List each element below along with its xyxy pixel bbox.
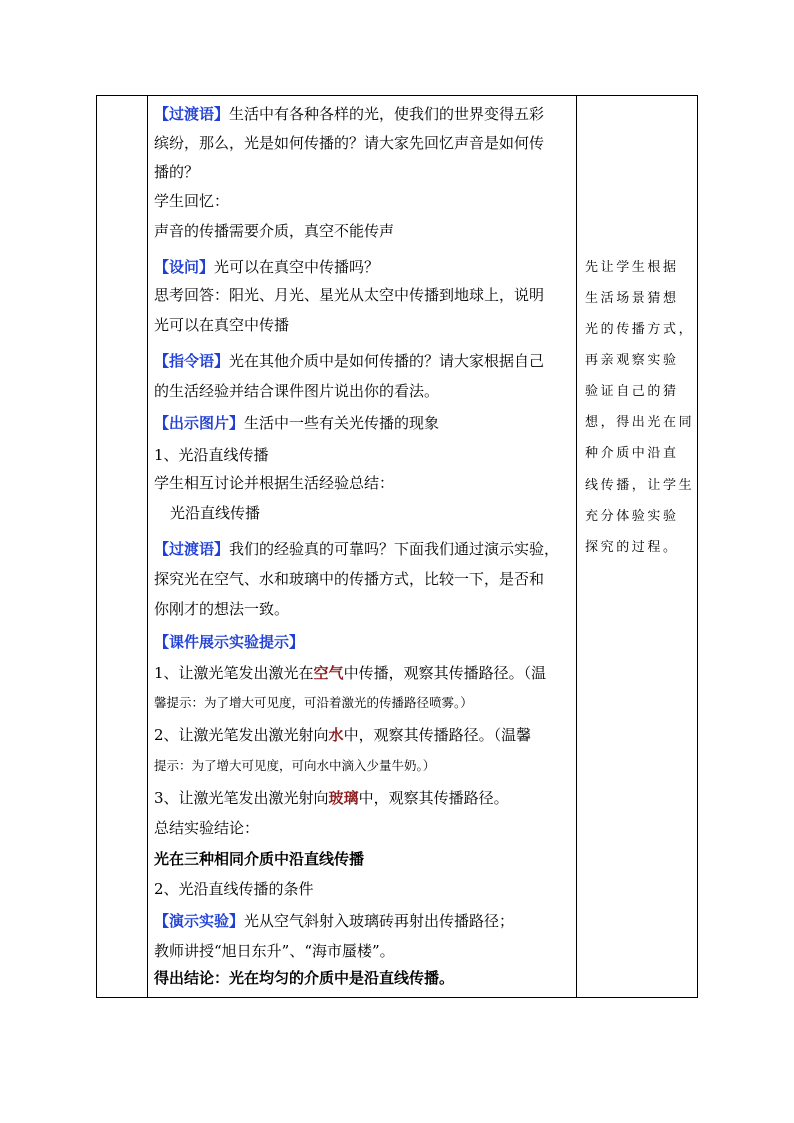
text-line: 【演示实验】光从空气斜射入玻璃砖再射出传播路径；: [154, 912, 515, 930]
text-line: 馨提示：为了增大可见度，可沿着激光的传播路径喷雾。）: [154, 695, 473, 710]
text-line: 播的？: [154, 163, 200, 181]
text-line: 光可以在真空中传播: [154, 316, 290, 334]
text-line: 【过渡语】我们的经验真的可靠吗？下面我们通过演示实验，: [154, 540, 560, 558]
text-line: 1、让激光笔发出激光在空气中传播，观察其传播路径。（温: [154, 664, 547, 682]
note-line: 种介质中沿直: [585, 446, 679, 461]
text-line: 1、光沿直线传播: [154, 446, 269, 464]
text-line: 缤纷，那么，光是如何传播的？请大家先回忆声音是如何传: [154, 134, 545, 152]
text-line: 提示：为了增大可见度，可向水中滴入少量牛奶。）: [154, 758, 436, 773]
text-line: 总结实验结论：: [154, 819, 260, 837]
text-line: 的生活经验并结合课件图片说出你的看法。: [154, 382, 440, 400]
text-line: 2、让激光笔发出激光射向水中，观察其传播路径。（温馨: [154, 726, 532, 744]
note-line: 充分体验实验: [585, 509, 679, 524]
text-line: 学生相互讨论并根据生活经验总结：: [154, 474, 395, 492]
note-line: 想，得出光在同: [585, 415, 695, 430]
notes-cell: [577, 96, 699, 997]
text-line: 【过渡语】生活中有各种各样的光，使我们的世界变得五彩: [154, 105, 545, 123]
note-line: 探究的过程。: [585, 540, 679, 555]
note-line: 再亲观察实验: [585, 353, 679, 368]
text-line: 得出结论：光在均匀的介质中是沿直线传播。: [154, 969, 455, 987]
text-line: 【设问】光可以在真空中传播吗？: [154, 258, 380, 276]
note-line: 线传播，让学生: [585, 478, 695, 493]
note-line: 光的传播方式，: [585, 322, 695, 337]
text-line: 【课件展示实验提示】: [154, 633, 305, 651]
text-line: 光沿直线传播: [170, 504, 261, 522]
text-line: 【指令语】光在其他介质中是如何传播的？请大家根据自己: [154, 352, 545, 370]
text-line: 你刚才的想法一致。: [154, 600, 290, 618]
text-line: 2、光沿直线传播的条件: [154, 880, 314, 898]
text-line: 学生回忆：: [154, 192, 230, 210]
lesson-table: [96, 95, 698, 998]
text-line: 光在三种相同介质中沿直线传播: [154, 850, 365, 868]
text-line: 教师讲授“旭日东升”、“海市蜃楼”。: [154, 942, 395, 960]
main-content-cell: [148, 96, 577, 997]
text-line: 3、让激光笔发出激光射向玻璃中，观察其传播路径。: [154, 789, 509, 807]
text-line: 探究光在空气、水和玻璃中的传播方式，比较一下，是否和: [154, 570, 545, 588]
text-line: 声音的传播需要介质，真空不能传声: [154, 222, 395, 240]
text-line: 思考回答：阳光、月光、星光从太空中传播到地球上，说明: [154, 286, 545, 304]
note-line: 验证自己的猜: [585, 384, 679, 399]
note-line: 先让学生根据: [585, 260, 679, 275]
text-line: 【出示图片】生活中一些有关光传播的现象: [154, 414, 440, 432]
note-line: 生活场景猜想: [585, 291, 679, 306]
